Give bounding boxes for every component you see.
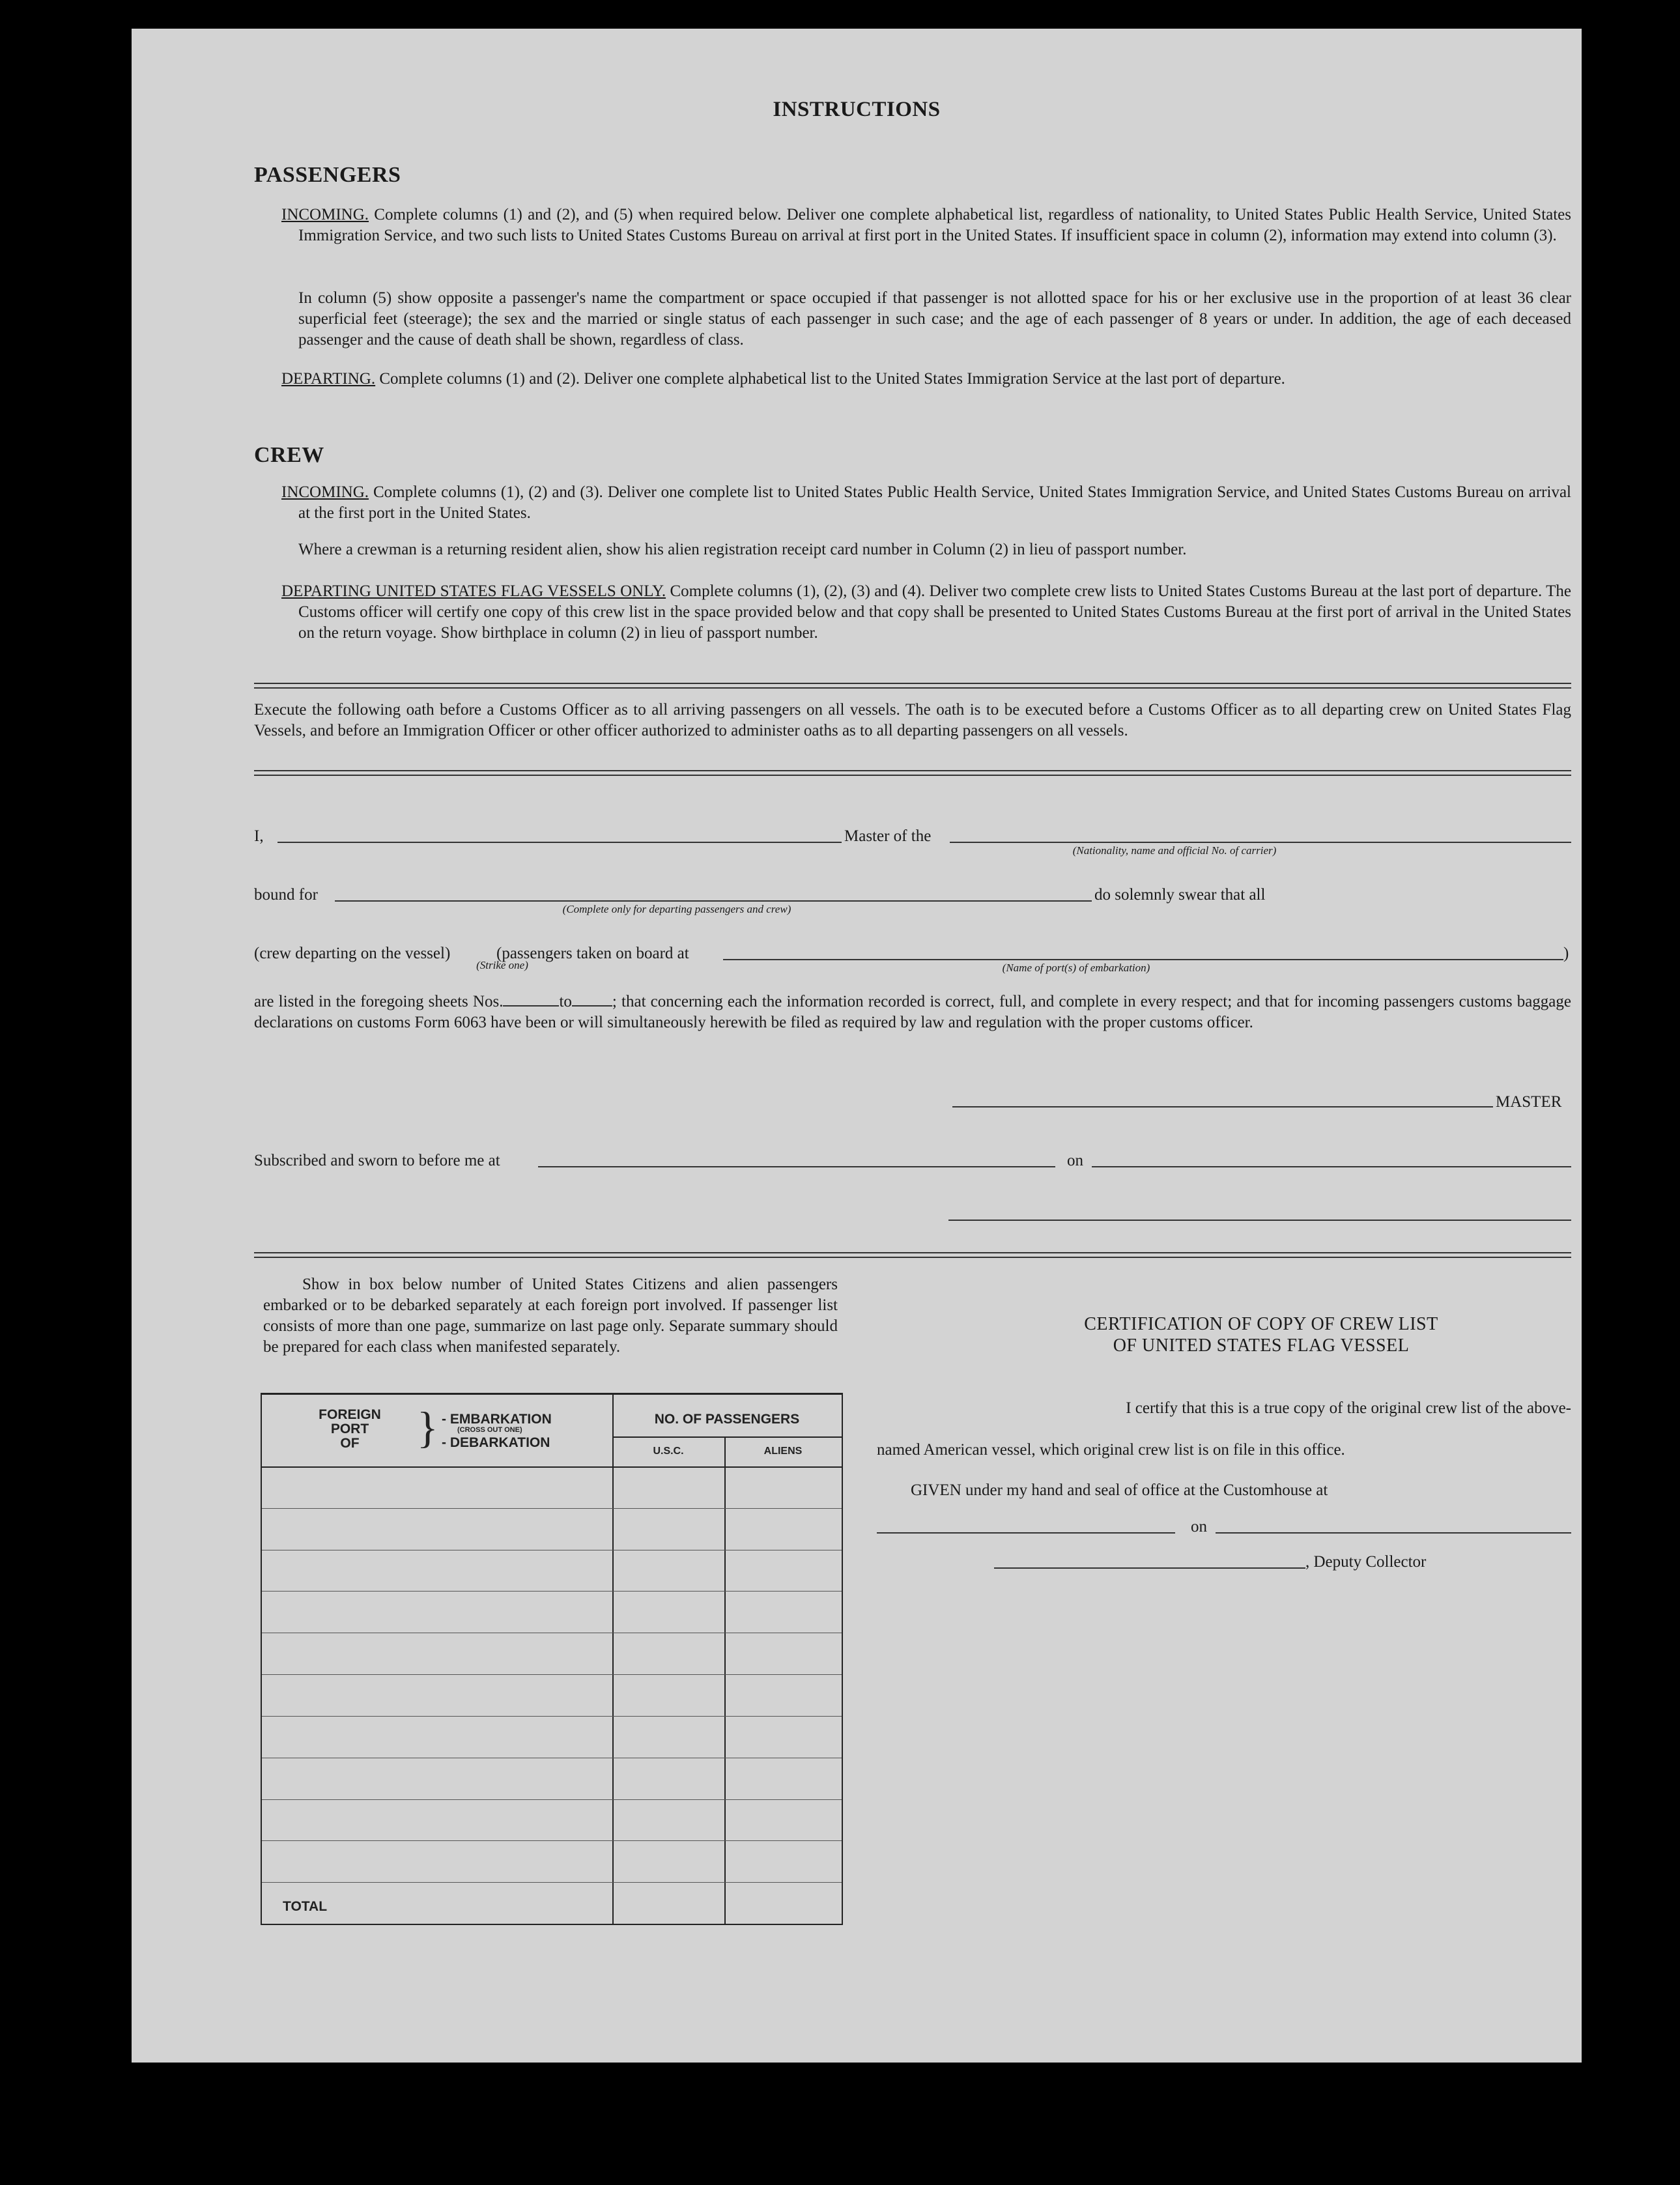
crew-incoming-text: Complete columns (1), (2) and (3). Deliver one complete list to United States Public Health Service, United States Immigration Service, and United States Customs Bureau on arrival at the first port in the United States. (298, 483, 1571, 522)
complete-only-note: (Complete only for departing passengers and crew) (562, 903, 791, 915)
certification-title-line2: OF UNITED STATES FLAG VESSEL (1113, 1335, 1410, 1356)
master-of-the-label: Master of the (844, 827, 932, 845)
document-page (132, 29, 1582, 2063)
total-label: TOTAL (283, 1899, 328, 1914)
table-row-line (262, 1674, 842, 1675)
passengers-incoming-text: Complete columns (1) and (2), and (5) when required below. Deliver one complete alphabetical list, regardless of nationality, to United States Public Health Service, United States Immigration Service, and two such lists to United States Customs Bureau on arrival at first port in the United States. If insufficient space in column (2), information may extend into column (3). (298, 206, 1572, 244)
bound-for-label: bound for (254, 886, 318, 904)
deputy-signature-field[interactable] (994, 1567, 1305, 1569)
crew-incoming-paragraph (281, 482, 1571, 524)
certify-line2: named American vessel, which original crew list is on file in this office. (877, 1441, 1345, 1459)
carrier-field[interactable] (950, 842, 1571, 843)
crew-heading: CREW (254, 443, 324, 467)
passengers-departing-paragraph (281, 369, 1571, 390)
passengers-incoming-label: INCOMING. (281, 206, 369, 223)
passengers-heading: PASSENGERS (254, 163, 401, 187)
customhouse-field[interactable] (877, 1532, 1175, 1534)
usc-header: U.S.C. (653, 1446, 684, 1457)
strike-one-note: (Strike one) (476, 959, 528, 971)
table-row-line (262, 1716, 842, 1717)
to-label: to (559, 993, 572, 1010)
certification-title-line1: CERTIFICATION OF COPY OF CREW LIST (1084, 1314, 1438, 1334)
brace-icon: } (417, 1403, 438, 1452)
officer-signature-field[interactable] (948, 1220, 1571, 1221)
passenger-summary-table (261, 1393, 843, 1925)
crew-incoming-label: INCOMING. (281, 483, 369, 501)
ports-note: (Name of port(s) of embarkation) (1002, 962, 1150, 974)
summary-instruction: Show in box below number of United States Citizens and alien passengers embarked or to be debarked separately at each foreign port involved. If passenger list consists of more than one page, summarize on last page only. Separate summary should be prepared for each class when manifested separately. (263, 1276, 838, 1356)
cross-out-one-note: (CROSS OUT ONE) (457, 1426, 522, 1434)
close-paren: ) (1563, 945, 1569, 962)
given-line: GIVEN under my hand and seal of office at the Customhouse at (911, 1481, 1328, 1499)
sheet-from-field[interactable] (503, 993, 559, 1007)
given-date-field[interactable] (1216, 1532, 1571, 1534)
no-of-passengers-header: NO. OF PASSENGERS (654, 1412, 800, 1427)
subscribed-on-label: on (1067, 1152, 1083, 1169)
certification-title (948, 1313, 1574, 1356)
subscribed-date-field[interactable] (1092, 1166, 1571, 1167)
embarkation-label: - EMBARKATION (442, 1412, 552, 1427)
crew-departing-paragraph (281, 581, 1571, 644)
oath-statement (254, 992, 1571, 1033)
oath-instruction: Execute the following oath before a Customs Officer as to all arriving passengers on all vessels. The oath is to be executed before a Customs Officer as to all departing crew on United States Flag Vessels, and before an Immigration Officer or other officer authorized to administer oaths as to all departing passengers on all vessels. (254, 701, 1571, 739)
divider (254, 1252, 1571, 1258)
crew-resident-paragraph: Where a crewman is a returning resident alien, show his alien registration receipt card number in Column (2) in lieu of passport number. (298, 541, 1187, 558)
sheet-to-field[interactable] (572, 993, 612, 1007)
swear-label: do solemnly swear that all (1094, 886, 1266, 904)
table-row-line (262, 1840, 842, 1841)
crew-departing-text: Complete columns (1), (2), (3) and (4). Deliver two complete crew lists to United States Customs Bureau at the last port of departure. The Customs officer will certify one copy of this crew list in the space provided below and that copy shall be presented to United States Customs Bureau at the first port of arrival in the United States on the return voyage. Show birthplace in column (2) in lieu of passport number. (298, 582, 1572, 642)
listed-in-label: are listed in the foregoing sheets Nos. (254, 993, 504, 1010)
given-on-label: on (1191, 1518, 1207, 1535)
passengers-column5-paragraph: In column (5) show opposite a passenger's name the compartment or space occupied if that passenger is not allotted space for his or her exclusive use in the proportion of at least 36 clear superficial feet (steerage); the sex and the married or single status of each passenger in such case; and the age of each passenger of 8 years or under. In addition, the age of each deceased passenger and the cause of death shall be shown, regardless of class. (298, 289, 1571, 349)
passengers-departing-text: Complete columns (1) and (2). Deliver one complete alphabetical list to the United States Immigration Service at the last port of departure. (379, 370, 1285, 388)
subscribed-place-field[interactable] (538, 1166, 1055, 1167)
bound-for-field[interactable] (335, 900, 1092, 902)
foreign-port-header (301, 1408, 399, 1451)
crew-departing-option: (crew departing on the vessel) (254, 945, 451, 962)
column-divider (612, 1395, 614, 1924)
passengers-incoming-paragraph (281, 205, 1571, 246)
embarkation-ports-field[interactable] (723, 959, 1563, 960)
port-word: PORT (330, 1421, 369, 1436)
column-divider (724, 1436, 726, 1924)
master-label: MASTER (1496, 1093, 1562, 1111)
table-row-line (262, 1799, 842, 1800)
divider (254, 770, 1571, 776)
of-word: OF (340, 1436, 360, 1451)
passengers-taken-option: (passengers taken on board at (496, 945, 689, 962)
master-signature-field[interactable] (952, 1106, 1493, 1107)
deputy-collector-label: , Deputy Collector (1305, 1553, 1427, 1571)
table-row-line (262, 1591, 842, 1592)
subscribed-label: Subscribed and sworn to before me at (254, 1152, 500, 1169)
debarkation-label: - DEBARKATION (442, 1435, 550, 1450)
divider (254, 683, 1571, 689)
master-name-field[interactable] (278, 842, 842, 843)
crew-departing-label: DEPARTING UNITED STATES FLAG VESSELS ONLY. (281, 582, 666, 600)
oath-statement-text: ; that concerning each the information recorded is correct, full, and complete in every respect; and that for incoming passengers customs baggage declarations on customs Form 6063 have been or will simultaneously herewith be filed as required by law and regulation with the proper customs officer. (254, 993, 1571, 1031)
table-row-line (262, 1882, 842, 1883)
oath-i-label: I, (254, 827, 264, 845)
header-bottom-line (262, 1466, 842, 1468)
header-divider (612, 1436, 842, 1438)
aliens-header: ALIENS (763, 1446, 803, 1457)
page-title: INSTRUCTIONS (773, 98, 941, 121)
table-row-line (262, 1508, 842, 1509)
passengers-departing-label: DEPARTING. (281, 370, 376, 388)
certify-line1: I certify that this is a true copy of the original crew list of the above- (1126, 1399, 1571, 1417)
foreign-word: FOREIGN (319, 1407, 381, 1422)
nationality-note: (Nationality, name and official No. of carrier) (1072, 844, 1277, 857)
